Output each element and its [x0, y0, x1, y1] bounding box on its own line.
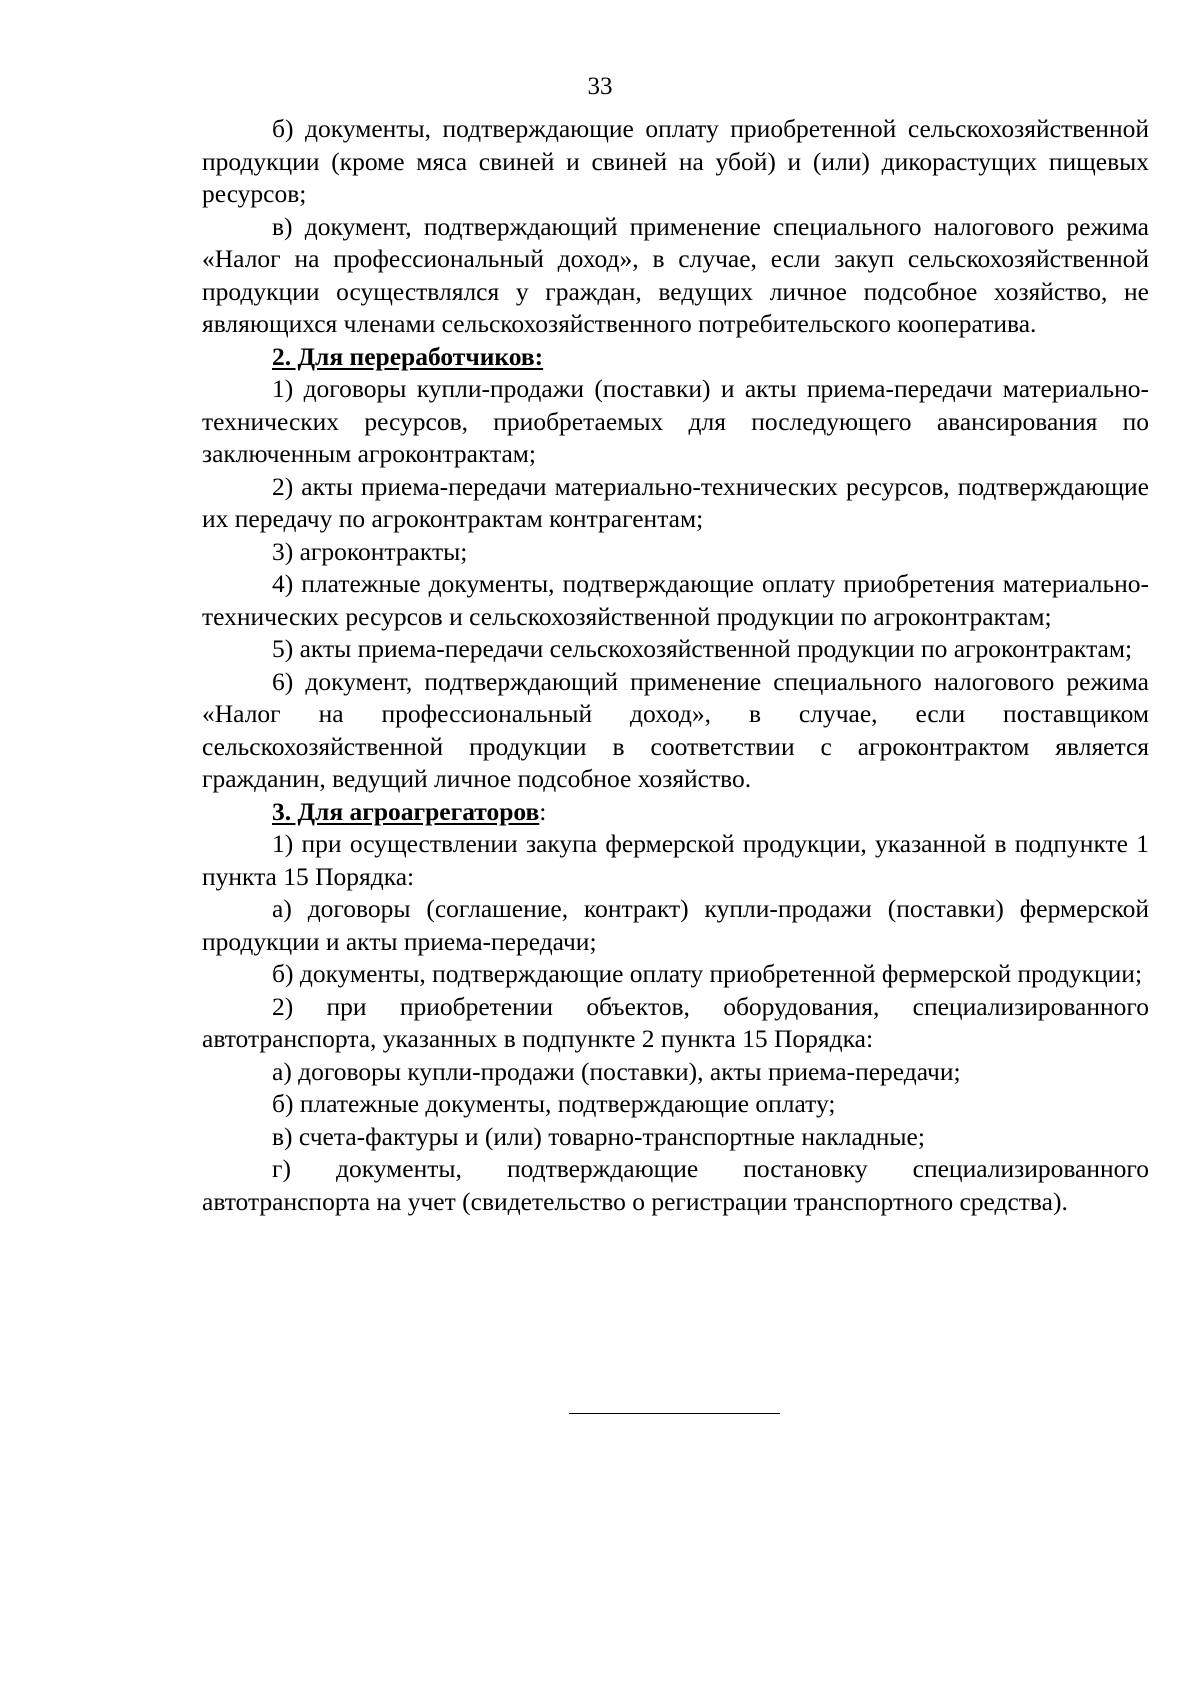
aggregators-item-2: 2) при приобретении объектов, оборудования, специализированного автотранспорта, указанных в подпункте 2 пункта 15 Порядка:	[202, 991, 1149, 1053]
aggregators-item-2v: в) счета-фактуры и (или) товарно-транспортные накладные;	[272, 1121, 925, 1151]
aggregators-item-2a: а) договоры купли-продажи (поставки), акты приема-передачи;	[272, 1056, 961, 1086]
aggregators-item-1a: а) договоры (соглашение, контракт) купли-продажи (поставки) фермерской продукции и акты приема-передачи;	[202, 894, 1149, 956]
aggregators-item-2b: б) платежные документы, подтверждающие оплату;	[272, 1089, 836, 1118]
section-heading-processors	[202, 341, 1149, 374]
page-number: 33	[587, 73, 613, 100]
section-heading-aggregators-text: 3. Для агроагрегаторов	[272, 796, 540, 826]
processors-item-2: 2) акты приема-передачи материально-технических ресурсов, подтверждающие их передачу по агроконтрактам контрагентам;	[202, 471, 1149, 533]
section-heading-aggregators	[202, 796, 1149, 829]
section-heading-processors-text: 2. Для переработчиков:	[272, 341, 544, 371]
paragraph-v-tax-regime-document: в) документ, подтверждающий применение специального налогового режима «Налог на профессиональный доход», в случае, если закуп сельскохозяйственной продукции осуществлялся у граждан, ведущих личное подсобное хозяйство, не являющихся членами сельскохозяйственного потребительского кооператива.	[202, 211, 1149, 338]
document-body	[202, 113, 1149, 1218]
aggregators-item-1: 1) при осуществлении закупа фермерской продукции, указанной в подпункте 1 пункта 15 Порядка:	[202, 829, 1149, 891]
processors-item-5: 5) акты приема-передачи сельскохозяйственной продукции по агроконтрактам;	[272, 634, 1133, 663]
section-heading-aggregators-colon: :	[539, 796, 547, 826]
processors-item-3: 3) агроконтракты;	[272, 536, 468, 566]
processors-item-6: 6) документ, подтверждающий применение специального налогового режима «Налог на профессиональный доход», в случае, если поставщиком сельскохозяйственной продукции в соответствии с агроконтрактом является гражданин, ведущий личное подсобное хозяйство.	[202, 666, 1149, 793]
end-of-document-rule	[569, 1413, 780, 1414]
aggregators-item-2g: г) документы, подтверждающие постановку специализированного автотранспорта на учет (свидетельство о регистрации транспортного средства).	[202, 1154, 1149, 1216]
paragraph-b-payment-documents: б) документы, подтверждающие оплату приобретенной сельскохозяйственной продукции (кроме мяса свиней и свиней на убой) и (или) дикорастущих пищевых ресурсов;	[202, 114, 1149, 208]
processors-item-4: 4) платежные документы, подтверждающие оплату приобретения материально-технических ресурсов и сельскохозяйственной продукции по агроконтрактам;	[202, 569, 1149, 631]
processors-item-1: 1) договоры купли-продажи (поставки) и акты приема-передачи материально-технических ресурсов, приобретаемых для последующего авансирования по заключенным агроконтрактам;	[202, 374, 1149, 468]
aggregators-item-1b: б) документы, подтверждающие оплату приобретенной фермерской продукции;	[272, 959, 1143, 988]
